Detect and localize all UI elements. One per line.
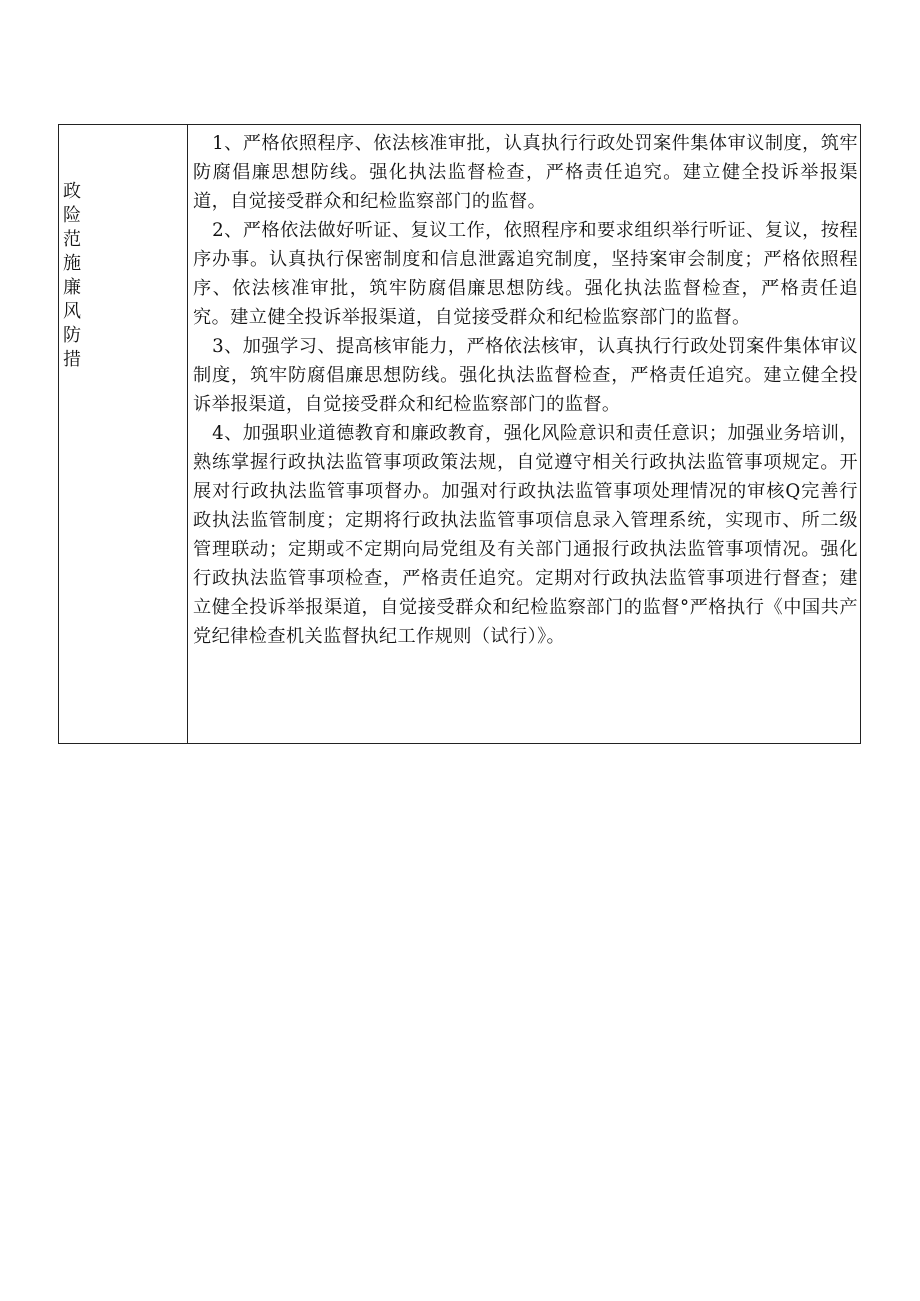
- row-label: 政险范施廉风防措: [63, 181, 81, 370]
- risk-prevention-table: [58, 124, 861, 744]
- measure-paragraph-2: 2、严格依法做好听证、复议工作，依照程序和要求组织举行听证、复议，按程序办事。认真执行保密制度和信息泄露追究制度，坚持案审会制度；严格依照程序、依法核准审批，筑牢防腐倡廉思想防线。强化执法监督检查，严格责任追究。建立健全投诉举报渠道，自觉接受群众和纪检监察部门的监督。: [193, 220, 858, 328]
- measures-content-cell: [188, 125, 860, 743]
- measure-paragraph-3: 3、加强学习、提高核审能力，严格依法核审，认真执行行政处罚案件集体审议制度，筑牢防腐倡廉思想防线。强化执法监督检查，严格责任追究。建立健全投诉举报渠道，自觉接受群众和纪检监察部门的监督。: [193, 336, 858, 415]
- measure-paragraph-4: 4、加强职业道德教育和廉政教育，强化风险意识和责任意识；加强业务培训，熟练掌握行政执法监管事项政策法规，自觉遵守相关行政执法监管事项规定。开展对行政执法监管事项督办。加强对行政执法监管事项处理情况的审核Q完善行政执法监管制度；定期将行政执法监管事项信息录入管理系统，实现市、所二级管理联动；定期或不定期向局党组及有关部门通报行政执法监管事项情况。强化行政执法监管事项检查，严格责任追究。定期对行政执法监管事项进行督查；建立健全投诉举报渠道，自觉接受群众和纪检监察部门的监督°严格执行《中国共产党纪律检查机关监督执纪工作规则（试行）》。: [193, 423, 858, 647]
- row-label-cell: [59, 125, 188, 743]
- measure-paragraph-1: 1、严格依照程序、依法核准审批，认真执行行政处罚案件集体审议制度，筑牢防腐倡廉思想防线。强化执法监督检查，严格责任追究。建立健全投诉举报渠道，自觉接受群众和纪检监察部门的监督。: [193, 133, 858, 212]
